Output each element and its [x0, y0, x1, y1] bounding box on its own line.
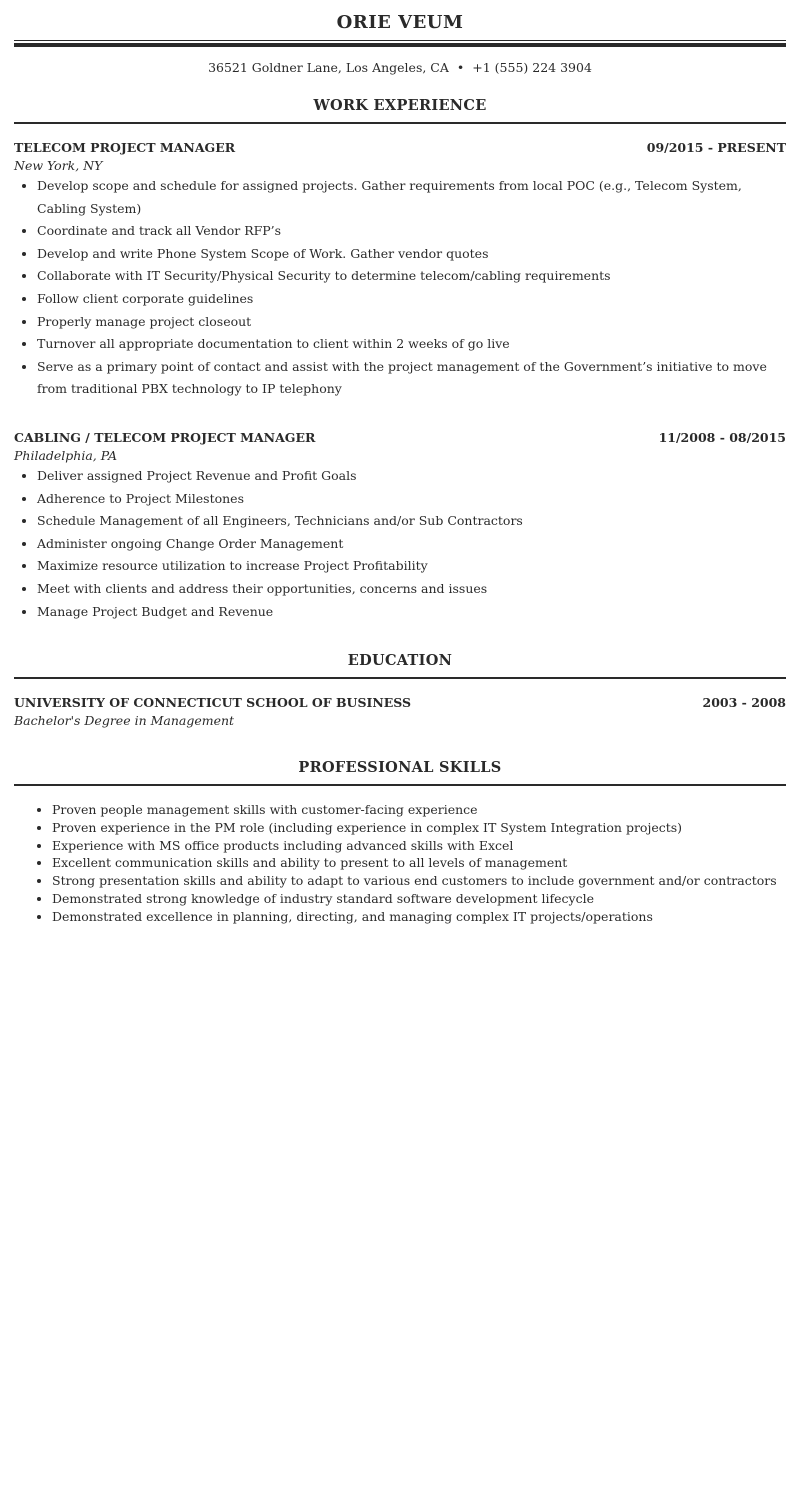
education-dates: 2003 - 2008 [702, 695, 786, 711]
list-item: • Properly manage project closeout [37, 311, 786, 334]
list-item: • Adherence to Project Milestones [37, 488, 786, 511]
job-header [14, 429, 786, 447]
list-item: • Develop and write Phone System Scope of Work. Gather vendor quotes [37, 243, 786, 266]
job-bullet-list [14, 465, 786, 623]
list-item: • Administer ongoing Change Order Management [37, 533, 786, 556]
professional-skills-section [14, 758, 786, 926]
job-dates: 11/2008 - 08/2015 [658, 429, 786, 445]
school-name: UNIVERSITY OF CONNECTICUT SCHOOL OF BUSINESS [14, 695, 412, 711]
list-item: • Coordinate and track all Vendor RFP’s [37, 220, 786, 243]
job-entry [14, 429, 786, 623]
job-title: CABLING / TELECOM PROJECT MANAGER [14, 429, 316, 445]
list-item: • Strong presentation skills and ability to adapt to various end customers to include government and/or contractors [52, 872, 786, 890]
professional-skills-heading: PROFESSIONAL SKILLS [14, 758, 786, 786]
list-item: • Demonstrated strong knowledge of industry standard software development lifecycle [52, 890, 786, 908]
education-entry [14, 694, 786, 730]
work-experience-section [14, 96, 786, 623]
education-section [14, 651, 786, 730]
list-item: • Maximize resource utilization to increase Project Profitability [37, 555, 786, 578]
list-item: • Develop scope and schedule for assigned projects. Gather requirements from local POC (e.g., Telecom System, Cabling System) [37, 175, 786, 220]
job-title: TELECOM PROJECT MANAGER [14, 140, 236, 155]
list-item: • Follow client corporate guidelines [37, 288, 786, 311]
list-item: • Meet with clients and address their opportunities, concerns and issues [37, 578, 786, 601]
header-rule-thick [14, 43, 786, 47]
job-entry [14, 139, 786, 401]
work-experience-heading: WORK EXPERIENCE [14, 96, 786, 124]
list-item: • Excellent communication skills and ability to present to all levels of management [52, 854, 786, 872]
header-rule-thin [14, 40, 786, 41]
list-item: • Experience with MS office products including advanced skills with Excel [52, 837, 786, 855]
contact-line [14, 58, 786, 78]
job-location: Philadelphia, PA [14, 447, 118, 463]
resume-page [14, 0, 786, 926]
list-item: • Turnover all appropriate documentation to client within 2 weeks of go live [37, 333, 786, 356]
list-item: • Proven experience in the PM role (including experience in complex IT System Integration projects) [52, 819, 786, 837]
skills-list [14, 801, 786, 926]
address: 36521 Goldner Lane, Los Angeles, CA [208, 60, 449, 75]
candidate-name: ORIE VEUM [336, 12, 464, 33]
phone: +1 (555) 224 3904 [472, 60, 592, 75]
education-heading: EDUCATION [14, 651, 786, 679]
list-item: • Deliver assigned Project Revenue and Profit Goals [37, 465, 786, 488]
job-bullet-list [14, 175, 786, 401]
list-item: • Manage Project Budget and Revenue [37, 601, 786, 624]
list-item: • Serve as a primary point of contact and assist with the project management of the Government’s initiative to move from traditional PBX technology to IP telephony [37, 356, 786, 401]
list-item: • Proven people management skills with customer-facing experience [52, 801, 786, 819]
list-item: • Demonstrated excellence in planning, directing, and managing complex IT projects/operations [52, 908, 786, 926]
job-dates: 09/2015 - PRESENT [646, 140, 786, 155]
list-item: • Collaborate with IT Security/Physical Security to determine telecom/cabling requirements [37, 265, 786, 288]
contact-separator: • [456, 60, 465, 75]
job-header [14, 139, 786, 157]
degree: Bachelor's Degree in Management [14, 713, 235, 729]
education-header [14, 694, 786, 712]
list-item: • Schedule Management of all Engineers, Technicians and/or Sub Contractors [37, 510, 786, 533]
job-location: New York, NY [14, 158, 103, 173]
